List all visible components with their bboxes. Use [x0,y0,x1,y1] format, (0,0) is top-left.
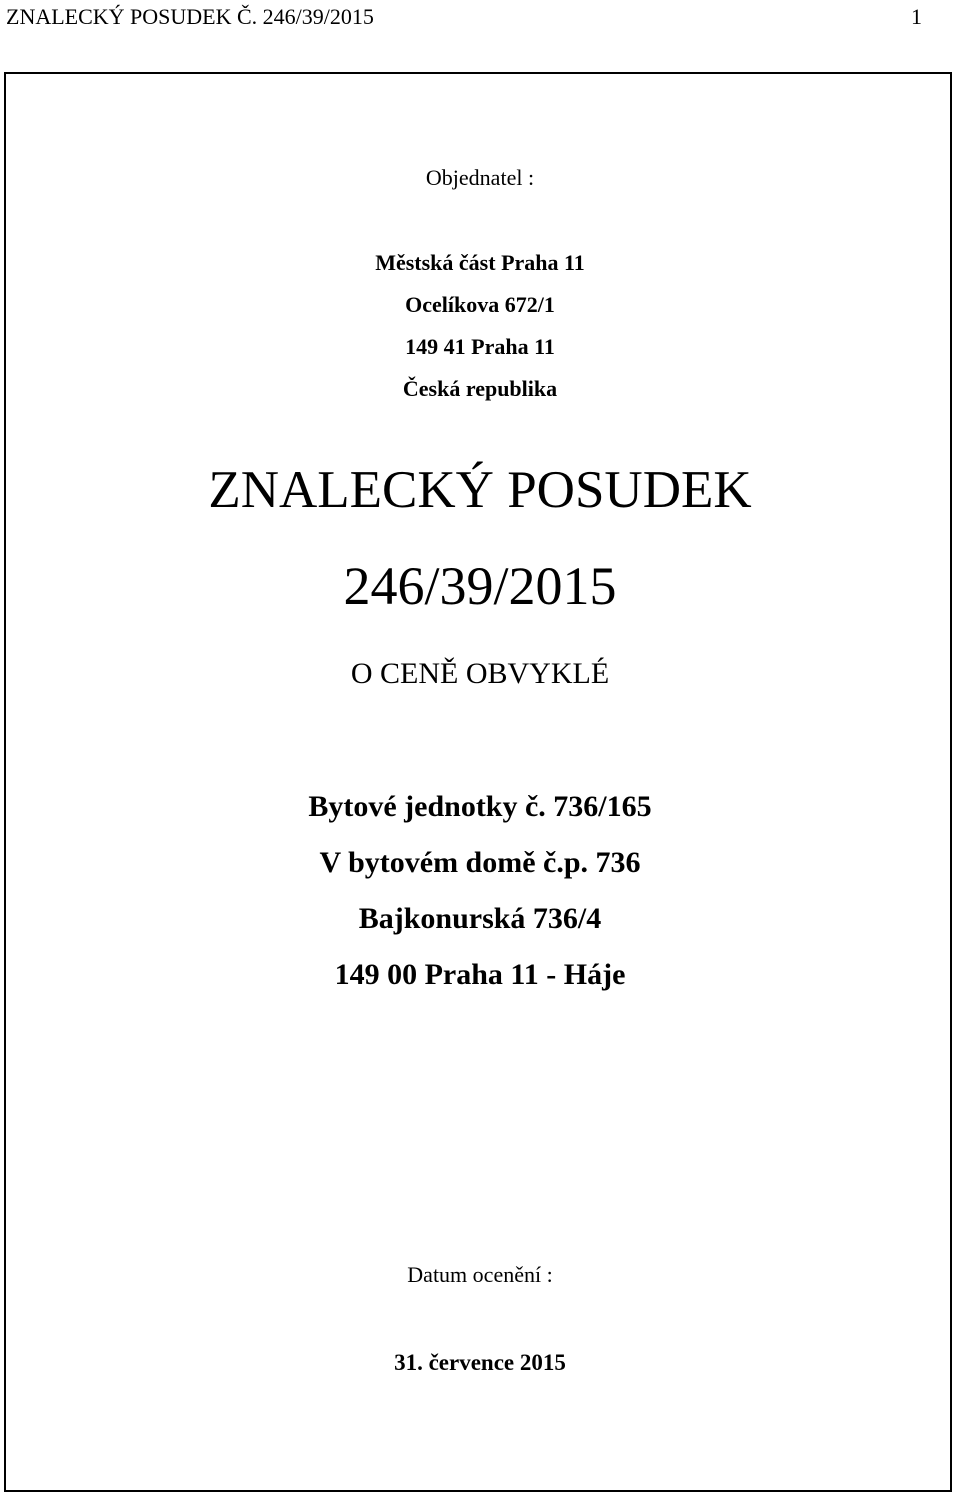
valuation-label: Datum ocenění : [407,1262,553,1287]
client-name: Městská část Praha 11 [375,250,585,275]
page-header-title: ZNALECKÝ POSUDEK Č. 246/39/2015 [6,4,374,29]
subject-street: Bajkonurská 736/4 [358,902,602,935]
page-number: 1 [911,4,922,29]
report-number: 246/39/2015 [343,556,617,616]
subject-city: 149 00 Praha 11 - Háje [334,958,626,991]
valuation-date: 31. července 2015 [394,1350,566,1375]
client-street: Ocelíkova 672/1 [405,292,555,317]
client-city: 149 41 Praha 11 [405,334,555,359]
report-title: ZNALECKÝ POSUDEK [208,461,752,519]
client-country: Česká republika [402,376,558,401]
report-subtitle: O CENĚ OBVYKLÉ [350,657,610,690]
subject-building: V bytovém domě č.p. 736 [319,846,641,879]
subject-unit: Bytové jednotky č. 736/165 [308,790,652,823]
client-label: Objednatel : [425,165,535,190]
